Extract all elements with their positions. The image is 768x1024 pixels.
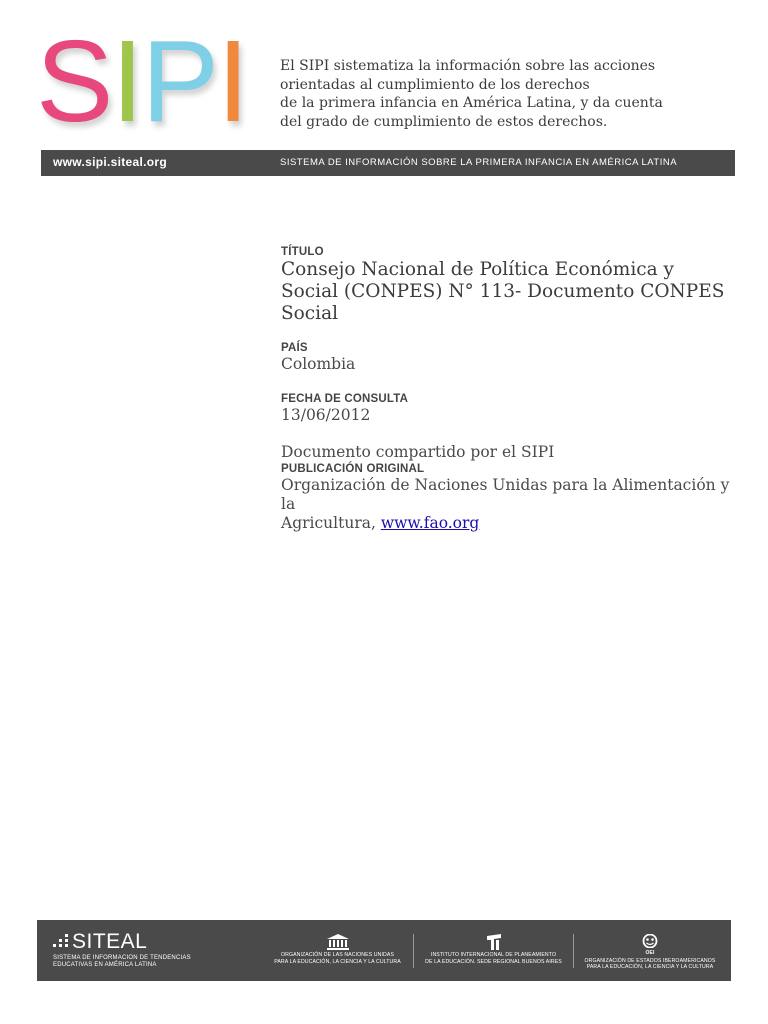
date-value: 13/06/2012 [281, 406, 371, 424]
siteal-logo-icon [53, 934, 71, 948]
original-line-prefix: Agricultura, [281, 514, 381, 532]
siteal-description [53, 955, 191, 969]
header-band [41, 150, 735, 176]
unesco-temple-icon [327, 934, 349, 950]
unesco-logo [265, 934, 410, 965]
original-line: Organización de Naciones Unidas para la Alimentación y la [281, 476, 730, 513]
logo-letter-i1: I [111, 16, 142, 146]
date-label: FECHA DE CONSULTA [281, 393, 409, 405]
oei-emblem-icon [642, 934, 658, 948]
sipi-logo [36, 16, 248, 146]
original-publication-field [281, 462, 731, 533]
site-url-link[interactable]: www.sipi.siteal.org [53, 155, 167, 169]
siteal-desc-line: SISTEMA DE INFORMACION DE TENDENCIAS [53, 955, 191, 961]
intro-line: de la primera infancia en América Latina, y da cuenta [280, 95, 663, 111]
system-name: SISTEMA DE INFORMACIÓN SOBRE LA PRIMERA INFANCIA EN AMÉRICA LATINA [280, 157, 678, 168]
title-field [281, 245, 731, 325]
logo-letter-i2: I [216, 16, 248, 146]
date-field [281, 392, 731, 425]
oei-line: ORGANIZACIÓN DE ESTADOS IBEROAMERICANOS [584, 957, 716, 964]
title-line: Social [281, 303, 339, 324]
intro-line: El SIPI sistematiza la información sobre las acciones [280, 58, 656, 74]
logo-letter-p: P [141, 16, 217, 146]
sipi-intro-text [280, 57, 720, 131]
intro-line: orientadas al cumplimiento de los derechos [280, 76, 590, 93]
oei-line: PARA LA EDUCACIÓN, LA CIENCIA Y LA CULTURA [586, 964, 714, 970]
document-title [281, 259, 731, 325]
title-line: Social (CONPES) N° 113- Documento CONPES [281, 281, 725, 302]
footer-divider [573, 934, 574, 968]
original-line [281, 514, 731, 533]
siteal-desc-line: EDUCATIVAS EN AMÉRICA LATINA [53, 962, 157, 968]
country-label: PAÍS [281, 342, 308, 354]
iipe-icon [485, 934, 503, 950]
title-line: Consejo Nacional de Política Económica y [281, 259, 674, 280]
original-value [281, 476, 731, 533]
iipe-line: DE LA EDUCACIÓN. SEDE REGIONAL BUENOS AIRES [425, 958, 562, 965]
oei-abbr: OEI [645, 950, 655, 956]
oei-logo [575, 934, 725, 971]
country-value: Colombia [281, 355, 356, 373]
logo-letter-s: S [36, 16, 112, 146]
iipe-line: INSTITUTO INTERNACIONAL DE PLANEAMIENTO [430, 952, 557, 958]
iipe-logo [416, 934, 571, 965]
footer-divider [413, 934, 414, 968]
shared-by-text: Documento compartido por el SIPI [281, 443, 555, 461]
siteal-name: SITEAL [72, 930, 148, 953]
document-fields [281, 245, 731, 533]
country-field [281, 341, 731, 374]
fao-link[interactable]: www.fao.org [380, 514, 480, 532]
original-label: PUBLICACIÓN ORIGINAL [281, 463, 425, 475]
footer-band [37, 920, 731, 981]
unesco-line: ORGANIZACIÓN DE LAS NACIONES UNIDAS [280, 952, 395, 958]
unesco-line: PARA LA EDUCACIÓN, LA CIENCIA Y LA CULTURA [274, 958, 401, 965]
intro-line: del grado de cumplimiento de estos derechos. [280, 113, 608, 130]
title-label: TÍTULO [281, 246, 324, 258]
